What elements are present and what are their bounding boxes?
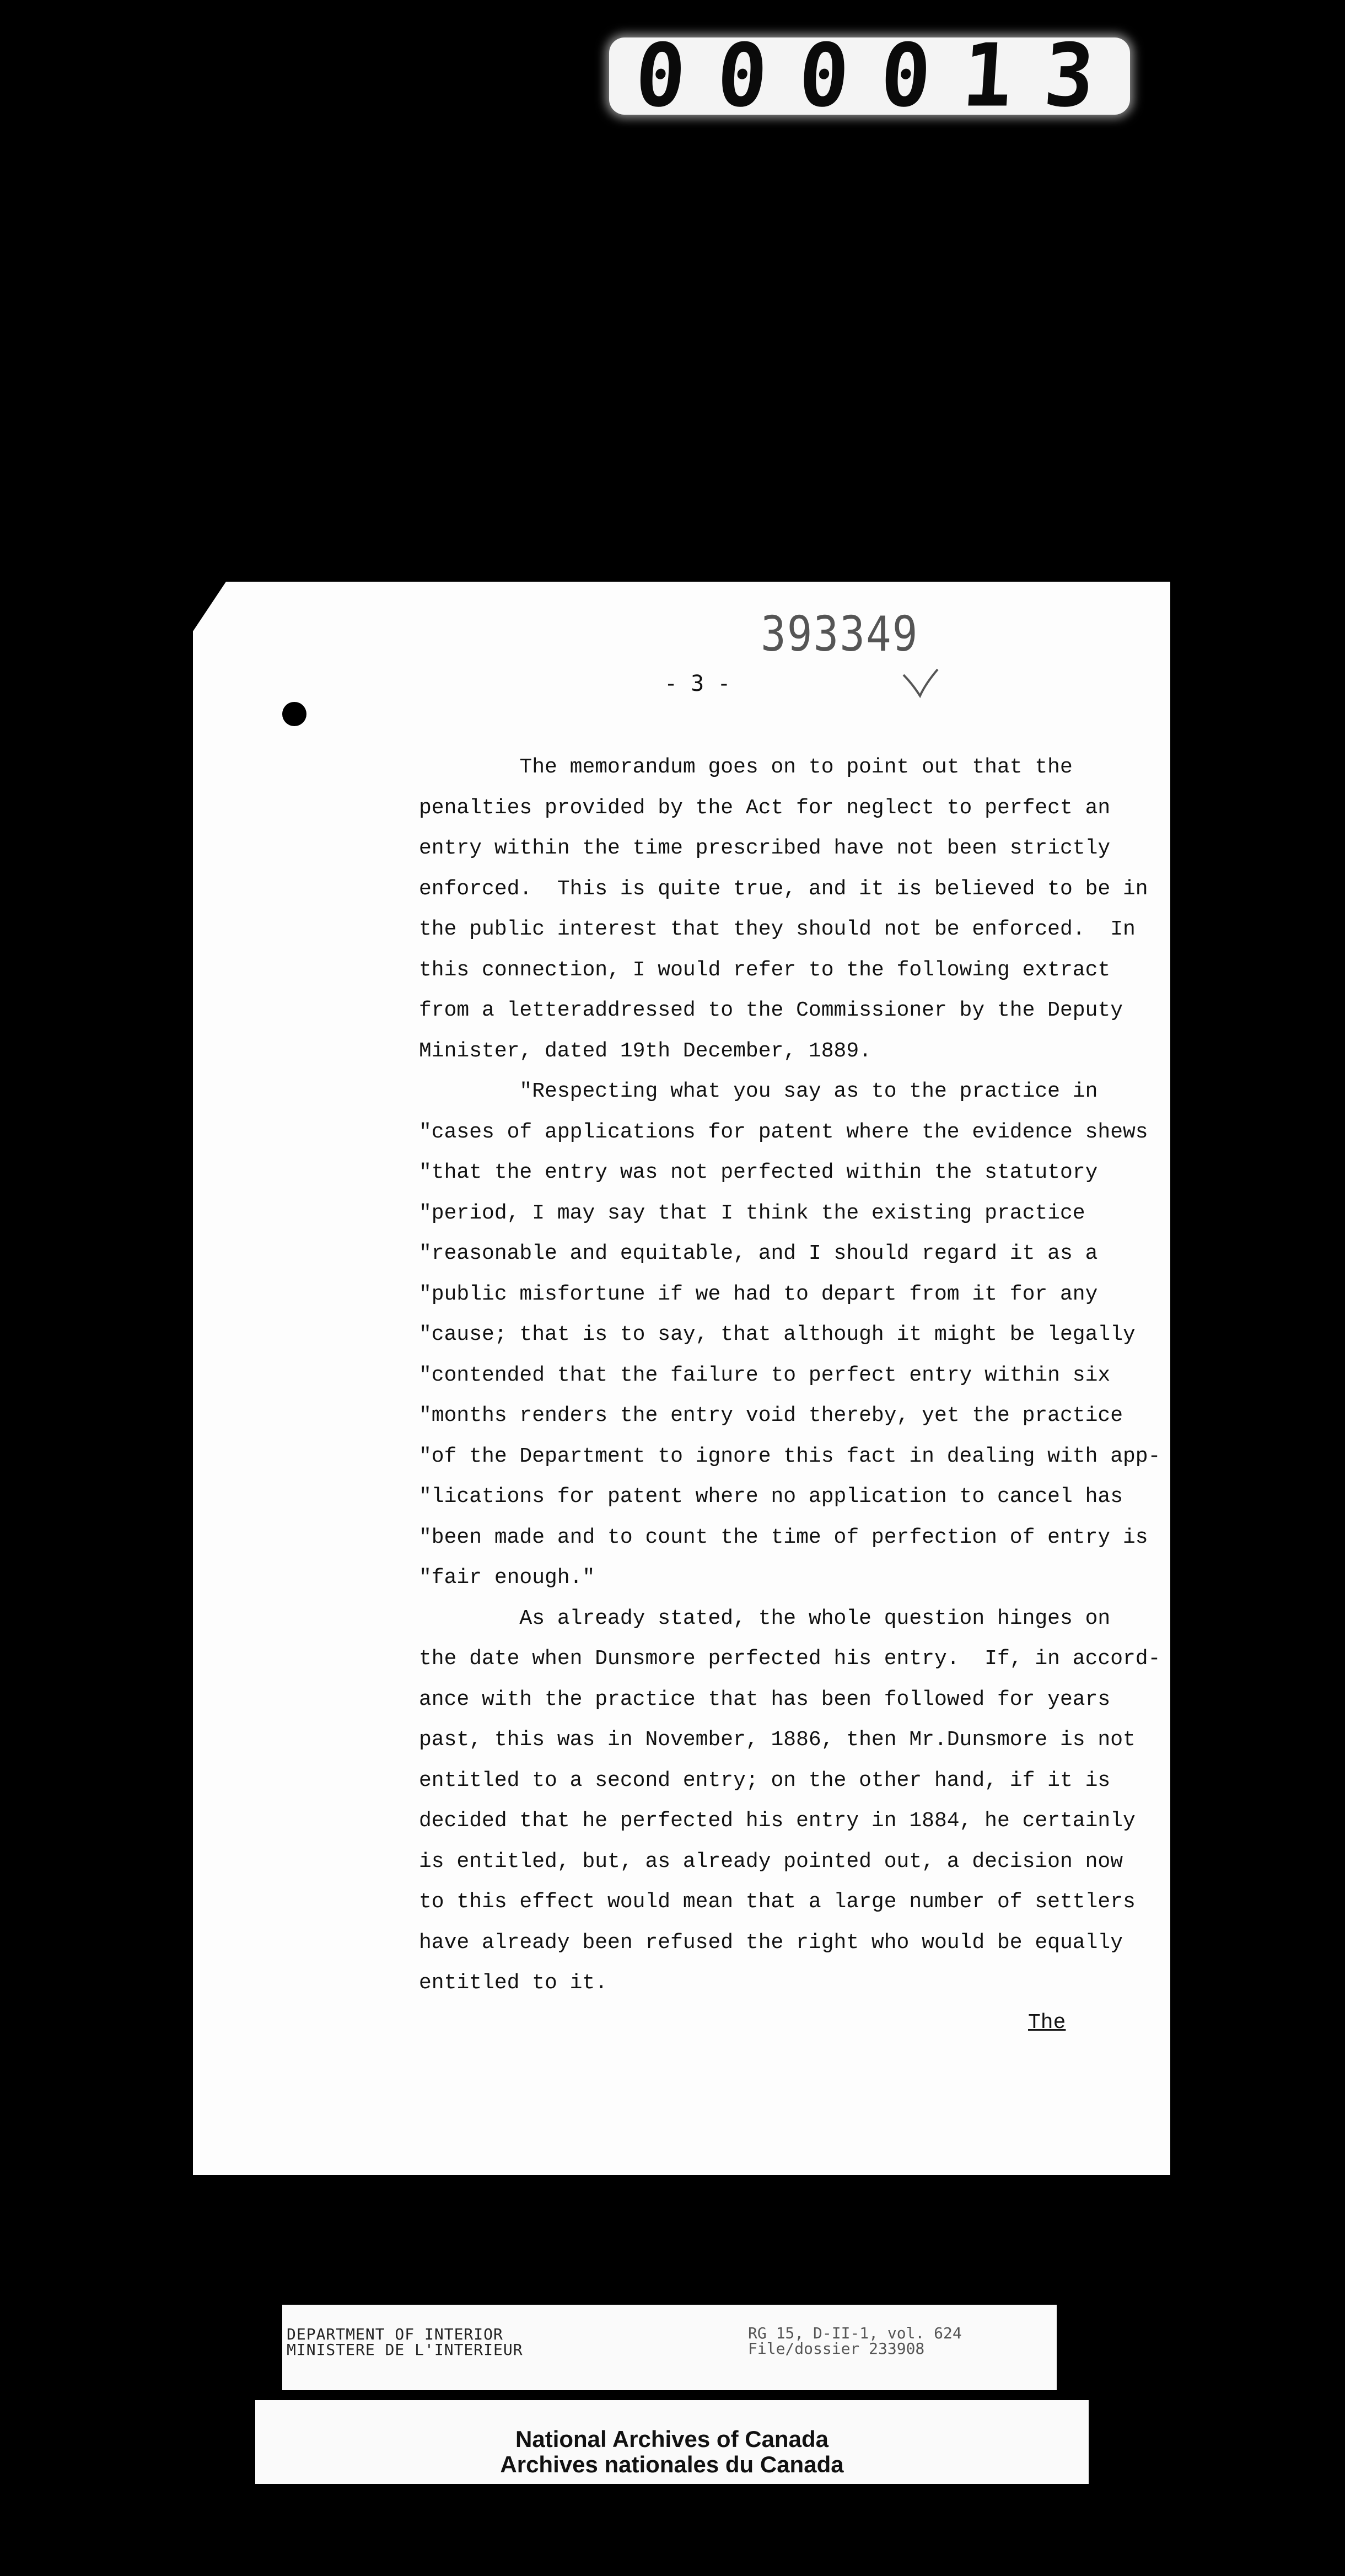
archive-reference-label — [282, 2305, 1057, 2390]
text-line: have already been refused the right who would be equally — [419, 1930, 1123, 1955]
department-name — [287, 2327, 523, 2358]
text-line: "lications for patent where no application to cancel has — [419, 1485, 1123, 1509]
stamped-number: 393349 — [761, 605, 919, 662]
text-line: "cases of applications for patent where the evidence shews — [419, 1120, 1148, 1144]
text-line: the public interest that they should not be enforced. In — [419, 917, 1136, 941]
text-line: "of the Department to ignore this fact in dealing with app- — [419, 1444, 1161, 1468]
file-number: File/dossier 233908 — [748, 2339, 925, 2358]
text-line: "fair enough." — [419, 1566, 595, 1590]
text-line: decided that he perfected his entry in 1884, he certainly — [419, 1809, 1136, 1833]
frame-number: 000013 — [632, 25, 1129, 127]
archives-banner — [255, 2400, 1089, 2484]
text-line: "been made and to count the time of perfection of entry is — [419, 1525, 1148, 1549]
frame-number-plate — [609, 25, 1130, 127]
file-reference — [748, 2326, 962, 2357]
record-group: RG 15, D-II-1, vol. 624 — [748, 2324, 962, 2342]
text-line: The memorandum goes on to point out that the — [419, 755, 1073, 779]
text-line: "reasonable and equitable, and I should regard it as a — [419, 1242, 1098, 1265]
punch-hole — [282, 702, 306, 726]
text-line: "cause; that is to say, that although it might be legally — [419, 1323, 1136, 1346]
text-line: past, this was in November, 1886, then Mr.Dunsmore is not — [419, 1728, 1136, 1752]
document-page — [193, 582, 1170, 2175]
page-number: - 3 - — [664, 671, 731, 696]
archives-name-en: National Archives of Canada — [515, 2426, 828, 2452]
text-line: As already stated, the whole question hinges on — [419, 1606, 1111, 1630]
text-line: entry within the time prescribed have not been strictly — [419, 836, 1111, 860]
body-text — [419, 747, 1345, 2004]
text-line: is entitled, but, as already pointed out, a decision now — [419, 1849, 1123, 1874]
text-line: this connection, I would refer to the following extract — [419, 958, 1111, 982]
check-mark-icon — [901, 667, 940, 700]
text-line: Minister, dated 19th December, 1889. — [419, 1039, 871, 1063]
catchword: The — [1028, 2011, 1066, 2035]
text-line: "that the entry was not perfected within the statutory — [419, 1161, 1098, 1184]
text-line: enforced. This is quite true, and it is believed to be in — [419, 877, 1148, 901]
text-line: penalties provided by the Act for neglect to perfect an — [419, 796, 1111, 820]
archives-name-fr: Archives nationales du Canada — [500, 2451, 844, 2477]
folded-corner — [193, 582, 226, 631]
text-line: to this effect would mean that a large number of settlers — [419, 1890, 1136, 1914]
text-line: "months renders the entry void thereby, yet the practice — [419, 1404, 1123, 1427]
text-line: the date when Dunsmore perfected his entry. If, in accord- — [419, 1647, 1161, 1671]
department-fr: MINISTERE DE L'INTERIEUR — [287, 2341, 523, 2359]
text-line: "public misfortune if we had to depart from it for any — [419, 1282, 1098, 1306]
text-line: ance with the practice that has been followed for years — [419, 1687, 1111, 1711]
text-line: entitled to a second entry; on the other hand, if it is — [419, 1768, 1111, 1793]
text-line: "Respecting what you say as to the practice in — [419, 1080, 1098, 1103]
department-en: DEPARTMENT OF INTERIOR — [287, 2325, 503, 2343]
text-line: from a letteraddressed to the Commissioner by the Deputy — [419, 999, 1123, 1022]
text-line: "contended that the failure to perfect entry within six — [419, 1363, 1111, 1387]
text-line: "period, I may say that I think the existing practice — [419, 1201, 1085, 1225]
text-line: entitled to it. — [419, 1971, 608, 1995]
